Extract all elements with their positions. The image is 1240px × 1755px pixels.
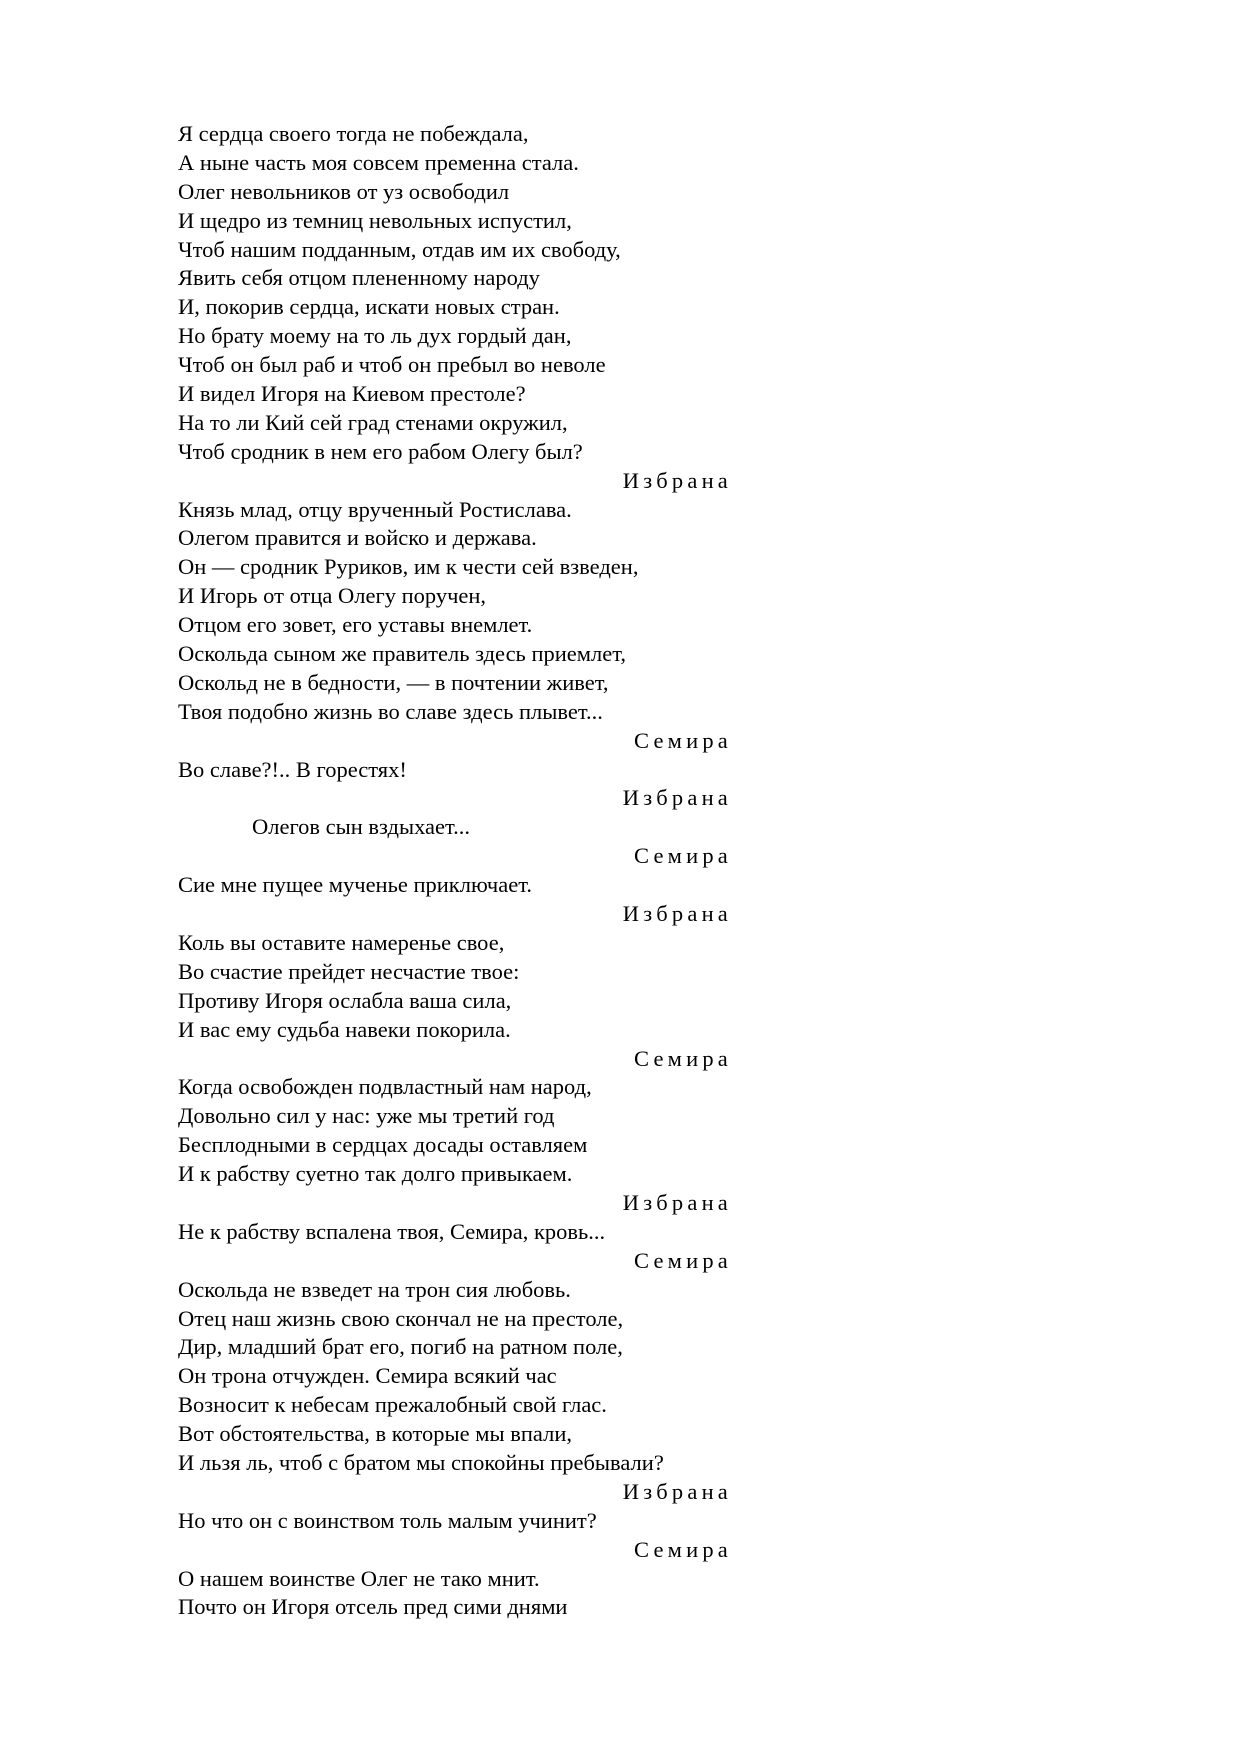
verse-line: Олегом правится и войско и держава. [178, 525, 537, 551]
verse-line: Не к рабству вспалена твоя, Семира, кровь... [178, 1218, 606, 1244]
verse-line: Отец наш жизнь свою скончал не на престоле, [178, 1305, 624, 1331]
verse-line: Почто он Игоря отсель пред сими днями [178, 1594, 568, 1620]
verse-line: Я сердца своего тогда не побеждала, [178, 121, 529, 146]
verse-line: Довольно сил у нас: уже мы третий год [178, 1103, 555, 1129]
verse-line: Коль вы оставите намеренье свое, [178, 929, 505, 955]
speaker-name: Избрана [622, 901, 732, 927]
verse-line: Когда освобожден подвластный нам народ, [178, 1074, 592, 1100]
speaker-name: Семира [634, 1045, 732, 1071]
verse-line: Чтоб нашим подданным, отдав им их свободу, [178, 236, 621, 262]
verse-line: Чтоб он был раб и чтоб он пребыл во неволе [178, 352, 606, 378]
verse-line: Оскольда не взведет на трон сия любовь. [178, 1276, 571, 1302]
verse-line: И к рабству суетно так долго привыкаем. [178, 1161, 573, 1187]
verse-line: Он трона отчужден. Семира всякий час [178, 1363, 557, 1389]
verse-line: Вот обстоятельства, в которые мы впали, [178, 1421, 572, 1447]
speaker-name: Избрана [622, 785, 732, 811]
verse-line: Оскольд не в бедности, — в почтении живет, [178, 669, 609, 695]
play-text [178, 120, 738, 1622]
verse-line: Возносит к небесам прежалобный свой глас. [178, 1392, 607, 1418]
speaker-name: Избрана [622, 1189, 732, 1215]
speaker-name: Семира [634, 727, 732, 753]
verse-line: И щедро из темниц невольных испустил, [178, 207, 572, 233]
verse-line: Твоя подобно жизнь во славе здесь плывет... [178, 698, 603, 724]
verse-line: Сие мне пущее мученье приключает. [178, 872, 532, 898]
verse-line: Олег невольников от уз освободил [178, 178, 510, 204]
verse-line: И, покорив сердца, искати новых стран. [178, 294, 560, 320]
speaker-name: Избрана [622, 1478, 732, 1504]
verse-line: И Игорь от отца Олегу поручен, [178, 583, 487, 609]
verse-line: Явить себя отцом плененному народу [178, 265, 540, 291]
verse-line: Чтоб сродник в нем его рабом Олегу был? [178, 438, 583, 464]
verse-line: Олегов сын вздыхает... [252, 814, 471, 840]
verse-line: И льзя ль, чтоб с братом мы спокойны пребывали? [178, 1449, 664, 1475]
verse-line: Противу Игоря ослабла ваша сила, [178, 987, 512, 1013]
verse-line: Но брату моему на то ль дух гордый дан, [178, 323, 572, 349]
verse-line: Но что он с воинством толь малым учинит? [178, 1507, 597, 1533]
verse-line: Во славе?!.. В горестях! [178, 756, 407, 782]
verse-line: На то ли Кий сей град стенами окружил, [178, 409, 568, 435]
verse-line: Он — сродник Руриков, им к чести сей взведен, [178, 554, 639, 580]
verse-line: Бесплодными в сердцах досады оставляем [178, 1132, 588, 1158]
speaker-name: Избрана [622, 467, 732, 493]
verse-line: Оскольда сыном же правитель здесь приемлет, [178, 641, 626, 667]
speaker-name: Семира [634, 1247, 732, 1273]
verse-line: И вас ему судьба навеки покорила. [178, 1016, 511, 1042]
verse-line: Дир, младший брат его, погиб на ратном поле, [178, 1334, 623, 1360]
speaker-name: Семира [634, 843, 732, 869]
verse-line: О нашем воинстве Олег не тако мнит. [178, 1565, 540, 1591]
verse-line: Отцом его зовет, его уставы внемлет. [178, 612, 533, 638]
verse-line: Князь млад, отцу врученный Ростислава. [178, 496, 572, 522]
speaker-name: Семира [634, 1536, 732, 1562]
verse-line: И видел Игоря на Киевом престоле? [178, 381, 526, 407]
verse-line: А ныне часть моя совсем пременна стала. [178, 149, 579, 175]
verse-line: Во счастие прейдет несчастие твое: [178, 958, 520, 984]
